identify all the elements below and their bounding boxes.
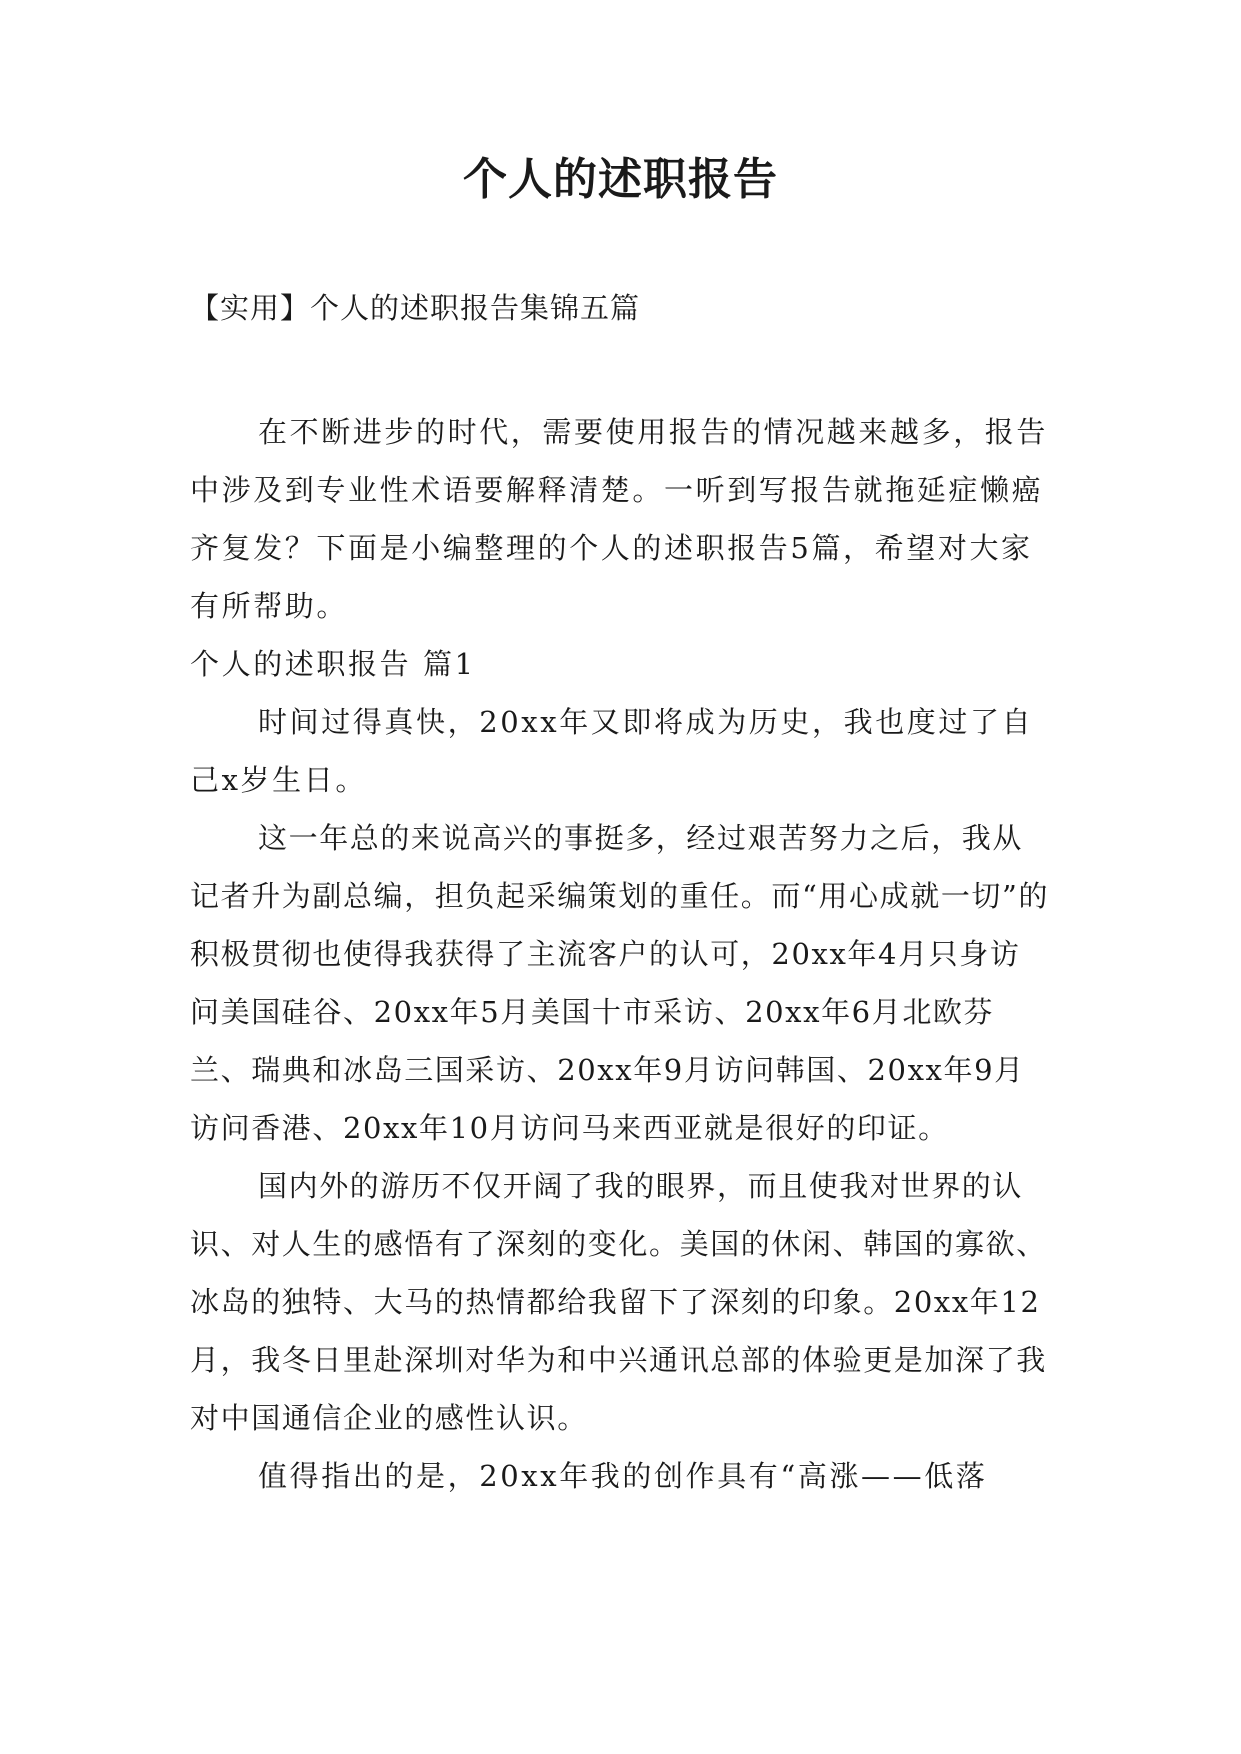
body-paragraph: 时间过得真快，20xx年又即将成为历史，我也度过了自己x岁生日。 bbox=[190, 705, 1034, 797]
document-body bbox=[190, 403, 1050, 1505]
body-paragraph: 值得指出的是，20xx年我的创作具有“高涨——低落 bbox=[258, 1459, 988, 1493]
section-heading: 个人的述职报告 篇1 bbox=[190, 647, 476, 681]
document-subtitle: 【实用】个人的述职报告集锦五篇 bbox=[190, 291, 641, 325]
body-paragraph: 这一年总的来说高兴的事挺多，经过艰苦努力之后，我从记者升为副总编，担负起采编策划的重任。而“用心成就一切”的积极贯彻也使得我获得了主流客户的认可，20xx年4月只身访问美国硅谷、20xx年5月美国十市采访、20xx年6月北欧芬兰、瑞典和冰岛三国采访、20xx年9月访问韩国、20xx年9月访问香港、20xx年10月访问马来西亚就是很好的印证。 bbox=[190, 821, 1050, 1145]
document-title: 个人的述职报告 bbox=[463, 154, 778, 205]
body-paragraph: 国内外的游历不仅开阔了我的眼界，而且使我对世界的认识、对人生的感悟有了深刻的变化。美国的休闲、韩国的寡欲、冰岛的独特、大马的热情都给我留下了深刻的印象。20xx年12月，我冬日里赴深圳对华为和中兴通讯总部的体验更是加深了我对中国通信企业的感性认识。 bbox=[190, 1169, 1047, 1435]
intro-paragraph: 在不断进步的时代，需要使用报告的情况越来越多，报告中涉及到专业性术语要解释清楚。一听到写报告就拖延症懒癌齐复发？下面是小编整理的个人的述职报告5篇，希望对大家有所帮助。 bbox=[190, 415, 1049, 623]
